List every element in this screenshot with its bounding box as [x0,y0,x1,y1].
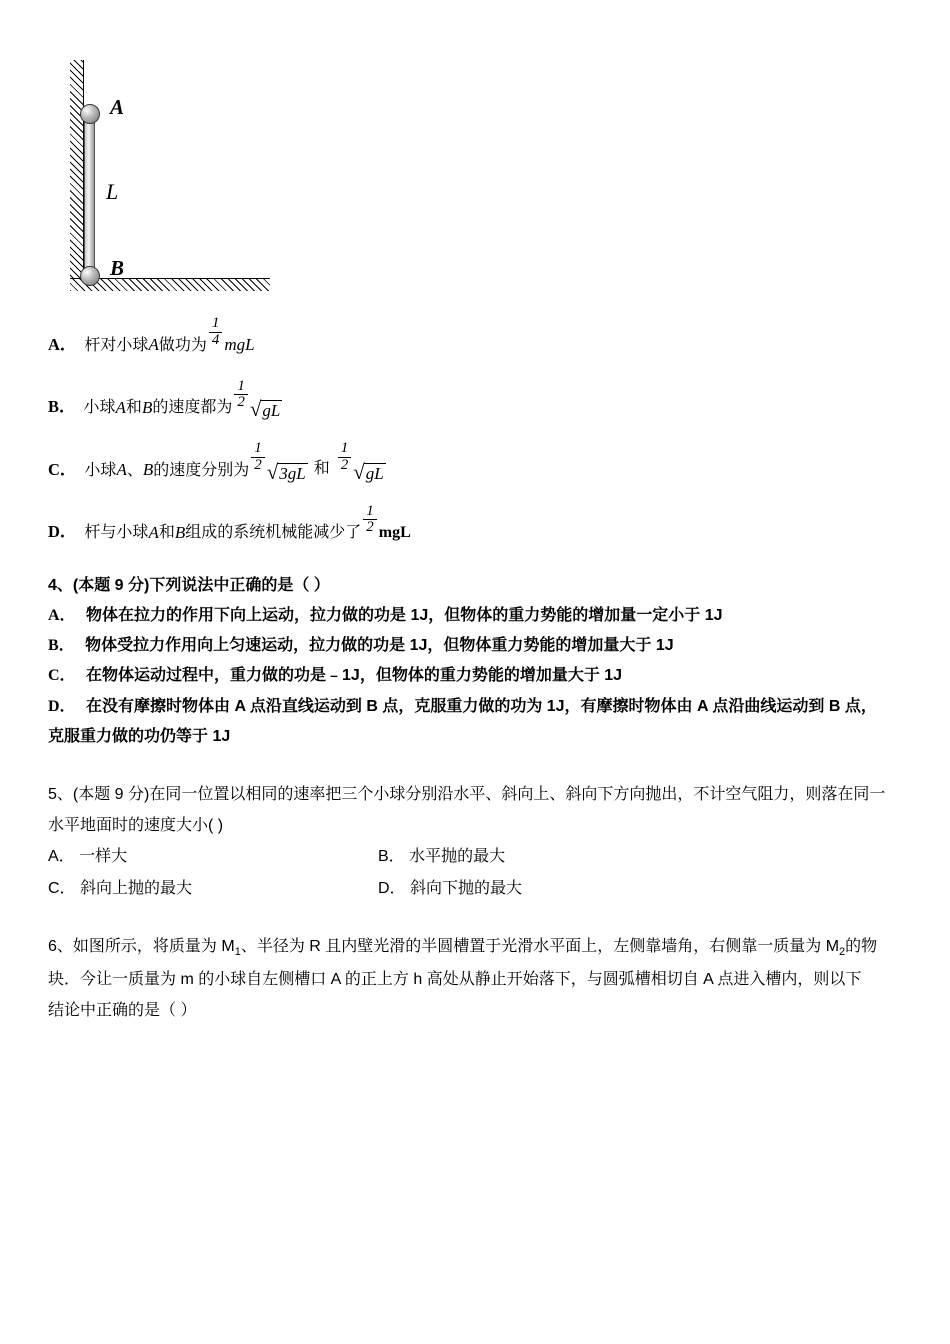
radical-icon: √ [353,459,365,484]
q3-option-c-italic-b: B [142,460,154,479]
question-4-option-c-text: 在物体运动过程中，重力做的功是﹣1J，但物体的重力势能的增加量大于 1J [86,667,623,685]
question-5-option-a [48,841,378,873]
q3-option-a-fraction-denominator: 4 [209,332,223,349]
physics-figure-rod-on-wall [58,60,298,295]
question-4-option-d [48,692,904,722]
question-6-stem-line2: 块．今让一质量为 m 的小球自左侧槽口 A 的正上方 h 高处从静止开始落下，与圆弧槽相切自 A 点进入槽内，则以下 [48,970,862,988]
q3-option-c-fraction-1-numerator: 1 [254,440,262,456]
wall-vertical-hatching [70,60,84,290]
ball-b-shape [80,266,100,286]
q3-option-c-letter: C． [48,459,77,479]
q3-option-d-text3: 组成的系统机械能减少了 [185,524,362,541]
q3-option-c-italic-a: A [116,460,127,479]
q3-option-b-italic-b: B [141,397,153,417]
question-6-stem-line1 [48,931,904,964]
figure-label-a: A [110,95,125,119]
question-6-text-part1: 6、如图所示，将质量为 M [48,937,235,955]
question-4-option-d-continued [48,722,904,752]
question-5-options-row-2 [48,873,904,905]
q3-option-d-text1: 杆与小球 [84,524,149,541]
question-4-option-b-label: B． [48,636,75,654]
question-4-option-d-text: 在没有摩擦时物体由 A 点沿直线运动到 B 点，克服重力做的功为 1J，有摩擦时物体由 A 点沿曲线运动到 B 点， [86,697,877,715]
q3-option-b-italic-a: A [115,397,126,417]
q3-option-c-fraction-2 [338,441,352,474]
question-5-option-b [378,841,904,873]
q3-option-b-sqrt-radicand: gL [262,401,281,421]
question-6 [48,931,904,1026]
rod-shape [84,112,95,276]
q3-option-a-fraction-numerator: 1 [211,315,220,331]
q3-option-b-fraction-numerator: 1 [237,377,245,394]
q3-option-c-fraction-2-denominator: 2 [338,457,352,474]
ground-horizontal-hatching [70,278,270,291]
q3-option-d-letter: D． [48,522,77,542]
question-6-subscript-2: 2 [839,946,846,959]
q3-option-c [48,440,904,484]
q3-option-c-text2: 的速度分别为 [153,461,250,479]
question-5-option-d-label: D． [378,879,406,897]
q3-option-b-fraction [234,379,248,412]
question-4-option-a [48,601,904,631]
q3-option-a [48,315,904,358]
q3-option-b-text3: 的速度都为 [152,399,233,416]
question-5-option-c-text: 斜向上抛的最大 [80,879,193,897]
question-5-option-a-label: A． [48,847,75,865]
question-6-subscript-1: 1 [234,946,241,959]
q3-option-d-fraction-denominator: 2 [363,519,377,536]
q3-option-d-fraction [363,504,377,537]
question-4-option-b-text: 物体受拉力作用向上匀速运动，拉力做的功是 1J，但物体重力势能的增加量大于 1J [85,636,674,654]
q3-option-c-sqrt-2-radicand: gL [365,463,384,483]
question-6-text-part3: 的物 [845,937,878,955]
q3-option-d-italic-b: B [174,522,186,542]
question-4-option-a-label: A． [48,606,76,624]
q3-option-a-letter: A． [48,334,77,354]
q3-option-a-tail: mgL [224,335,255,354]
question-6-text-part2: 、半径为 R 且内壁光滑的半圆槽置于光滑水平面上，左侧靠墙角，右侧靠一质量为 M [240,937,840,955]
q3-option-d [48,502,904,546]
question-5-stem-line2: 水平地面时的速度大小( ) [48,816,224,834]
question-4-option-b [48,631,904,661]
question-5-option-d [378,873,904,905]
question-5-option-c-label: C． [48,879,76,897]
figure-label-b: B [110,256,125,280]
q3-option-d-tail: mgL [378,524,411,541]
radical-icon: √ [249,397,262,422]
q3-option-c-sqrt-1 [266,459,308,484]
question-5-option-b-text: 水平抛的最大 [409,847,506,865]
question-5-option-c [48,873,378,905]
page-content [48,60,904,1026]
question-4 [48,571,904,753]
q3-option-b-text1: 小球 [83,399,116,416]
q3-option-b-sqrt [249,397,283,422]
q3-option-c-text1: 小球 [84,461,117,479]
question-4-option-a-text: 物体在拉力的作用下向上运动，拉力做的功是 1J，但物体的重力势能的增加量一定小于 1J [86,606,723,624]
radical-icon: √ [266,459,279,484]
q3-option-d-italic-a: A [148,522,159,542]
question-5-options-row-1 [48,841,904,873]
question-5 [48,779,904,905]
q3-option-b [48,377,904,422]
q3-option-c-sqrt-1-radicand: 3gL [279,463,306,483]
q3-option-b-letter: B． [48,397,76,417]
question-4-option-d-text-continued: 克服重力做的功仍等于 1J [48,728,231,746]
question-4-stem: 4、(本题 9 分)下列说法中正确的是（ ） [48,577,330,594]
q3-option-a-fraction [209,316,223,349]
q3-option-c-fraction-1 [251,441,265,474]
q3-option-a-italic-a: A [148,335,159,354]
q3-option-c-sqrt-2 [353,459,386,484]
q3-option-c-and: 和 [313,459,330,477]
q3-option-c-separator: 、 [126,461,143,479]
q3-option-b-text2: 和 [125,399,142,416]
q3-option-c-fraction-2-numerator: 1 [340,440,349,456]
q3-option-a-text2: 做功为 [158,336,207,354]
q3-option-d-fraction-numerator: 1 [366,502,374,519]
question-4-option-c-label: C． [48,667,76,685]
question-6-stem-line3: 结论中正确的是（ ） [48,1001,197,1019]
question-4-option-d-label: D． [48,697,76,715]
question-5-option-b-label: B． [378,847,405,865]
ball-a-shape [80,104,100,124]
figure-label-l: L [106,179,119,204]
q3-option-d-text2: 和 [158,524,175,541]
question-5-option-d-text: 斜向下抛的最大 [410,879,523,897]
q3-option-a-text1: 杆对小球 [84,336,149,354]
question-5-stem-line1: 5、(本题 9 分)在同一位置以相同的速率把三个小球分别沿水平、斜向上、斜向下方向抛出，不计空气阻力，则落在同一 [48,785,886,803]
question-4-option-c [48,661,904,691]
q3-option-b-fraction-denominator: 2 [234,394,248,411]
question-5-option-a-text: 一样大 [79,847,128,865]
q3-option-c-fraction-1-denominator: 2 [251,457,265,474]
